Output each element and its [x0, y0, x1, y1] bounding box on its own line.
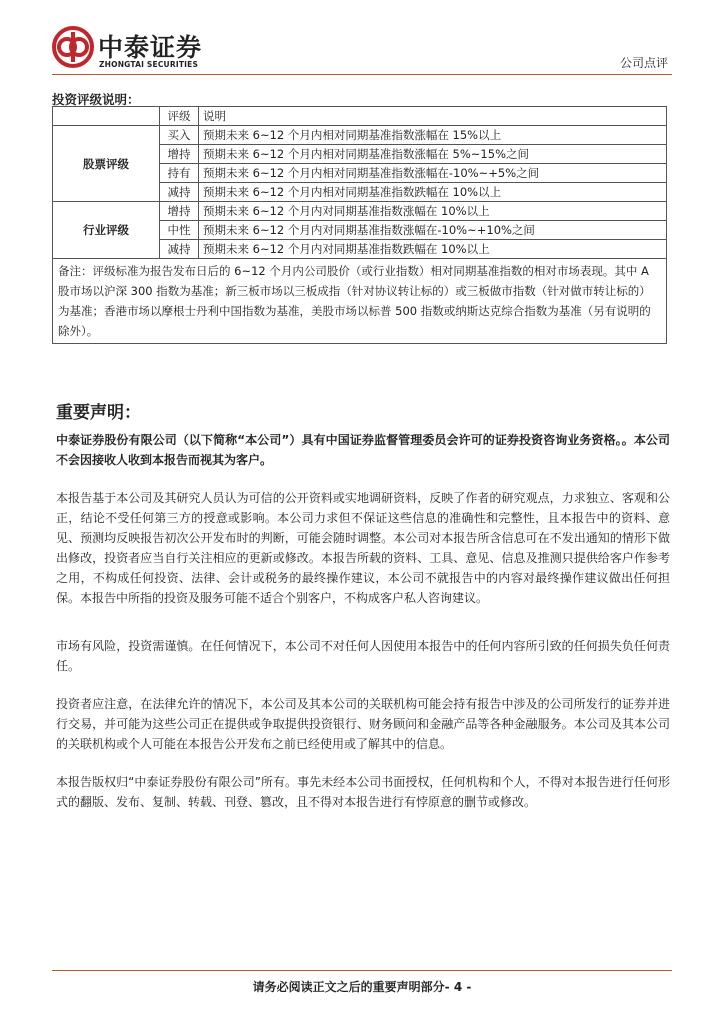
rating-level: 买入: [160, 126, 199, 145]
declaration-title: 重要声明：: [56, 403, 141, 423]
rating-desc: 预期未来 6~12 个月内相对同期基准指数涨幅在 5%~15%之间: [199, 145, 667, 164]
rating-level: 减持: [160, 240, 199, 259]
column-header-level: 评级: [160, 107, 199, 126]
rating-note: 备注：评级标准为报告发布日后的 6~12 个月内公司股价（或行业指数）相对同期基准指数的相对市场表现。其中 A 股市场以沪深 300 指数为基准；新三板市场以三板成指（针对协议转让标的）或三板做市指数（针对做市转让标的）为基准；香港市场以摩根士丹利中国指数为基准，美股市场以标普 500 指数或纳斯达克综合指数为基准（另有说明的除外）。: [53, 259, 667, 344]
declaration-paragraph-3: 市场有风险，投资需谨慎。在任何情况下，本公司不对任何人因使用本报告中的任何内容所引致的任何损失负任何责任。: [56, 639, 670, 673]
footer-divider: [52, 970, 672, 971]
table-row: [53, 202, 667, 221]
table-row: [53, 126, 667, 145]
declaration-paragraph-2: 本报告基于本公司及其研究人员认为可信的公开资料或实地调研资料，反映了作者的研究观点，力求独立、客观和公正，结论不受任何第三方的授意或影响。本公司力求但不保证这些信息的准确性和完整性，且本报告中的资料、意见、预测均反映报告初次公开发布时的判断，可能会随时调整。本公司对本报告所含信息可在不发出通知的情形下做出修改，投资者应当自行关注相应的更新或修改。本报告所载的资料、工具、意见、信息及推测只提供给客户作参考之用，不构成任何投资、法律、会计或税务的最终操作建议，本公司不就报告中的内容对最终操作建议做出任何担保。本报告中所指的投资及服务可能不适合个别客户，不构成客户私人咨询建议。: [56, 491, 670, 605]
footer-text: 请务必阅读正文之后的重要声明部分- 4 -: [252, 980, 472, 994]
stock-rating-label: 股票评级: [53, 126, 160, 202]
header-divider: [52, 74, 672, 75]
zhongtai-logo-icon: [52, 26, 94, 68]
table-header-row: [53, 107, 667, 126]
declaration-paragraph-1: 中泰证券股份有限公司（以下简称“本公司”）具有中国证券监督管理委员会许可的证券投资咨询业务资格。。本公司不会因接收人收到本报告而视其为客户。: [56, 433, 670, 467]
rating-level: 增持: [160, 145, 199, 164]
rating-desc: 预期未来 6~12 个月内相对同期基准指数涨幅在-10%~+5%之间: [199, 164, 667, 183]
declaration-paragraph-4: 投资者应注意，在法律允许的情况下，本公司及其本公司的关联机构可能会持有报告中涉及的公司所发行的证券并进行交易，并可能为这些公司正在提供或争取提供投资银行、财务顾问和金融产品等各种金融服务。本公司及其本公司的关联机构或个人可能在本报告公开发布之前已经使用或了解其中的信息。: [56, 697, 670, 751]
rating-section-title: 投资评级说明：: [52, 92, 140, 107]
rating-level: 减持: [160, 183, 199, 202]
rating-desc: 预期未来 6~12 个月内对同期基准指数涨幅在 10%以上: [199, 202, 667, 221]
rating-desc: 预期未来 6~12 个月内对同期基准指数涨幅在-10%~+10%之间: [199, 221, 667, 240]
company-logo: [52, 26, 222, 72]
report-type: 公司点评: [619, 56, 668, 70]
logo-english-name: ZHONGTAI SECURITIES: [99, 60, 199, 69]
rating-level: 持有: [160, 164, 199, 183]
column-header-desc: 说明: [199, 107, 667, 126]
table-note-row: [53, 259, 667, 344]
rating-desc: 预期未来 6~12 个月内相对同期基准指数跌幅在 10%以上: [199, 183, 667, 202]
rating-desc: 预期未来 6~12 个月内对同期基准指数跌幅在 10%以上: [199, 240, 667, 259]
industry-rating-label: 行业评级: [53, 202, 160, 259]
declaration-paragraph-5: 本报告版权归“中泰证券股份有限公司”所有。事先未经本公司书面授权，任何机构和个人，不得对本报告进行任何形式的翻版、发布、复制、转载、刊登、篡改，且不得对本报告进行有悖原意的删节或修改。: [56, 775, 670, 809]
logo-chinese-name: 中泰证券: [98, 33, 203, 62]
rating-level: 增持: [160, 202, 199, 221]
rating-desc: 预期未来 6~12 个月内相对同期基准指数涨幅在 15%以上: [199, 126, 667, 145]
rating-level: 中性: [160, 221, 199, 240]
empty-header-cell: [53, 107, 160, 126]
rating-table: [52, 106, 667, 344]
